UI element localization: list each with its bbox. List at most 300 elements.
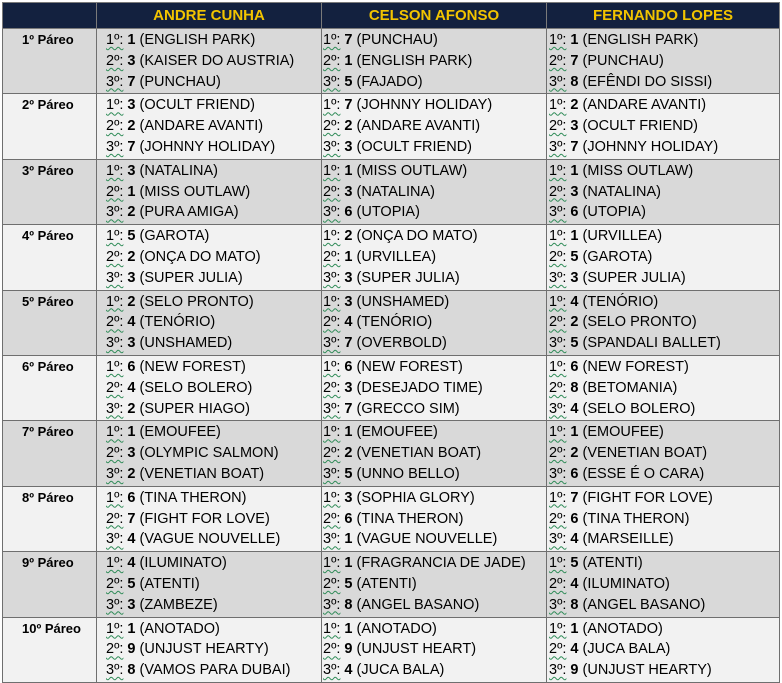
pick-horse-name: (SELO BOLERO) bbox=[139, 379, 253, 396]
pick-horse-name: (TENÓRIO) bbox=[139, 314, 216, 331]
pick-line bbox=[547, 509, 779, 530]
pick-position: 3º: bbox=[323, 662, 341, 679]
pick-position: 1º: bbox=[323, 97, 341, 114]
pick-cell bbox=[547, 159, 780, 224]
pick-line bbox=[97, 333, 321, 354]
pick-horse-name: (JOHNNY HOLIDAY) bbox=[356, 97, 493, 114]
pick-cell bbox=[97, 421, 322, 486]
pick-number: 3 bbox=[127, 162, 136, 179]
pick-horse-name: (ANGEL BASANO) bbox=[356, 596, 480, 613]
pick-horse-name: (EMOUFEE) bbox=[139, 424, 221, 441]
pick-number: 1 bbox=[127, 620, 136, 637]
pick-position: 2º: bbox=[549, 379, 567, 396]
pick-horse-name: (TENÓRIO) bbox=[356, 314, 433, 331]
pick-position: 2º: bbox=[106, 641, 124, 658]
pick-line bbox=[547, 137, 779, 158]
pick-number: 8 bbox=[570, 73, 579, 90]
pick-line bbox=[547, 660, 779, 681]
pick-line bbox=[547, 116, 779, 137]
pick-position: 1º: bbox=[323, 32, 341, 48]
pick-cell bbox=[547, 617, 780, 682]
pareo-label: 8º Páreo bbox=[22, 489, 74, 505]
pick-horse-name: (UNJUST HEARTY) bbox=[139, 641, 269, 658]
pick-horse-name: (ANDARE AVANTI) bbox=[139, 118, 264, 135]
pick-number: 1 bbox=[570, 228, 579, 245]
pick-position: 2º: bbox=[549, 248, 567, 265]
pick-horse-name: (ANDARE AVANTI) bbox=[356, 118, 481, 135]
table-row bbox=[3, 552, 780, 617]
pick-position: 3º: bbox=[549, 204, 567, 221]
pick-line bbox=[97, 399, 321, 420]
pick-number: 7 bbox=[127, 138, 136, 155]
pick-cell bbox=[322, 225, 547, 290]
pick-position: 2º: bbox=[549, 575, 567, 592]
pick-horse-name: (FIGHT FOR LOVE) bbox=[582, 489, 713, 506]
pick-horse-name: (UNJUST HEART) bbox=[356, 641, 477, 658]
pick-horse-name: (FRAGRANCIA DE JADE) bbox=[356, 555, 526, 572]
pick-horse-name: (MARSEILLE) bbox=[582, 531, 674, 548]
pick-horse-name: (VAGUE NOUVELLE) bbox=[356, 531, 498, 548]
pick-number: 2 bbox=[570, 97, 579, 114]
pick-number: 4 bbox=[344, 314, 353, 331]
pick-line bbox=[97, 95, 321, 116]
pick-number: 7 bbox=[570, 138, 579, 155]
pick-number: 3 bbox=[344, 269, 353, 286]
pick-number: 4 bbox=[127, 555, 136, 572]
pick-number: 3 bbox=[127, 335, 136, 352]
pick-number: 4 bbox=[344, 662, 353, 679]
pick-number: 4 bbox=[570, 641, 579, 658]
pick-line bbox=[547, 312, 779, 333]
pareo-label-cell bbox=[3, 225, 97, 290]
pick-position: 3º: bbox=[549, 531, 567, 548]
pick-horse-name: (EMOUFEE) bbox=[582, 424, 664, 441]
pick-horse-name: (PUNCHAU) bbox=[139, 73, 221, 90]
pick-horse-name: (ATENTI) bbox=[582, 555, 643, 572]
pick-number: 6 bbox=[570, 358, 579, 375]
pick-position: 1º: bbox=[549, 555, 567, 572]
pareo-label: 7º Páreo bbox=[22, 424, 74, 440]
pick-horse-name: (MISS OUTLAW) bbox=[356, 162, 468, 179]
pick-line bbox=[547, 619, 779, 640]
pick-horse-name: (ENGLISH PARK) bbox=[582, 32, 699, 48]
pick-position: 2º: bbox=[323, 314, 341, 331]
pick-line bbox=[547, 182, 779, 203]
pareo-label: 3º Páreo bbox=[22, 162, 74, 178]
pareo-label: 1º Páreo bbox=[22, 32, 74, 47]
pick-horse-name: (JOHNNY HOLIDAY) bbox=[139, 138, 276, 155]
pareo-label-cell bbox=[3, 355, 97, 420]
pick-position: 3º: bbox=[323, 138, 341, 155]
pick-horse-name: (PUNCHAU) bbox=[582, 52, 664, 69]
pareo-label: 6º Páreo bbox=[22, 358, 74, 374]
pick-cell bbox=[97, 225, 322, 290]
pick-horse-name: (ZAMBEZE) bbox=[139, 596, 218, 613]
pick-number: 7 bbox=[570, 52, 579, 69]
pick-position: 1º: bbox=[106, 162, 124, 179]
pick-line bbox=[547, 30, 779, 51]
pick-position: 3º: bbox=[323, 269, 341, 286]
pick-number: 7 bbox=[344, 32, 353, 48]
pick-cell bbox=[547, 94, 780, 159]
header-andre-cunha: ANDRE CUNHA bbox=[97, 3, 322, 29]
pick-number: 7 bbox=[344, 400, 353, 417]
pick-horse-name: (SELO BOLERO) bbox=[582, 400, 696, 417]
pick-line bbox=[322, 529, 546, 550]
pick-position: 3º: bbox=[549, 269, 567, 286]
pick-number: 6 bbox=[344, 204, 353, 221]
pareo-label: 4º Páreo bbox=[22, 228, 74, 244]
pick-position: 3º: bbox=[323, 400, 341, 417]
pick-position: 2º: bbox=[106, 510, 124, 527]
pick-horse-name: (TINA THERON) bbox=[356, 510, 464, 527]
pick-position: 2º: bbox=[106, 379, 124, 396]
pick-line bbox=[97, 660, 321, 681]
pick-number: 2 bbox=[127, 465, 136, 482]
pick-number: 4 bbox=[570, 531, 579, 548]
pick-position: 2º: bbox=[323, 641, 341, 658]
pick-line bbox=[97, 72, 321, 93]
pareo-label: 2º Páreo bbox=[22, 97, 74, 113]
pick-line bbox=[322, 116, 546, 137]
pick-cell bbox=[97, 290, 322, 355]
pick-position: 2º: bbox=[106, 314, 124, 331]
pick-line bbox=[97, 509, 321, 530]
pick-position: 3º: bbox=[106, 73, 124, 90]
pick-line bbox=[547, 95, 779, 116]
pick-horse-name: (OCULT FRIEND) bbox=[139, 97, 255, 114]
pick-position: 1º: bbox=[549, 162, 567, 179]
pick-number: 5 bbox=[570, 555, 579, 572]
pareo-label: 9º Páreo bbox=[22, 555, 74, 571]
pick-number: 5 bbox=[344, 465, 353, 482]
pick-horse-name: (OCULT FRIEND) bbox=[356, 138, 472, 155]
pick-number: 1 bbox=[344, 248, 353, 265]
picks-table-container bbox=[2, 2, 780, 683]
pick-line bbox=[322, 574, 546, 595]
pareo-label-cell bbox=[3, 290, 97, 355]
pick-cell bbox=[97, 355, 322, 420]
pick-line bbox=[547, 161, 779, 182]
pareo-label-cell bbox=[3, 486, 97, 551]
pick-number: 8 bbox=[570, 379, 579, 396]
pareo-label-cell bbox=[3, 159, 97, 224]
pick-horse-name: (NEW FOREST) bbox=[356, 358, 463, 375]
pick-position: 3º: bbox=[323, 596, 341, 613]
pick-line bbox=[97, 357, 321, 378]
pareo-label: 5º Páreo bbox=[22, 293, 74, 309]
pick-cell bbox=[322, 29, 547, 94]
pick-number: 2 bbox=[127, 293, 136, 310]
pick-line bbox=[97, 553, 321, 574]
pick-line bbox=[322, 51, 546, 72]
pick-cell bbox=[547, 355, 780, 420]
pick-position: 3º: bbox=[549, 465, 567, 482]
pick-horse-name: (ANOTADO) bbox=[582, 620, 663, 637]
pick-line bbox=[97, 595, 321, 616]
pick-horse-name: (GRECCO SIM) bbox=[356, 400, 460, 417]
pick-horse-name: (JOHNNY HOLIDAY) bbox=[582, 138, 719, 155]
pick-line bbox=[97, 51, 321, 72]
pick-number: 1 bbox=[127, 183, 136, 200]
pick-horse-name: (ONÇA DO MATO) bbox=[356, 228, 478, 245]
pick-position: 2º: bbox=[323, 510, 341, 527]
pick-number: 4 bbox=[570, 400, 579, 417]
pick-line bbox=[547, 268, 779, 289]
pick-number: 4 bbox=[127, 379, 136, 396]
table-row bbox=[3, 159, 780, 224]
pick-position: 3º: bbox=[106, 138, 124, 155]
pareo-label: 10º Páreo bbox=[22, 620, 81, 636]
table-row bbox=[3, 290, 780, 355]
pick-number: 2 bbox=[344, 118, 353, 135]
pick-line bbox=[97, 30, 321, 51]
pick-position: 2º: bbox=[323, 445, 341, 462]
pick-number: 9 bbox=[344, 641, 353, 658]
pick-position: 2º: bbox=[549, 118, 567, 135]
pick-horse-name: (UTOPIA) bbox=[356, 204, 420, 221]
pick-horse-name: (FAJADO) bbox=[356, 73, 423, 90]
pick-cell bbox=[322, 290, 547, 355]
pick-number: 1 bbox=[344, 531, 353, 548]
pick-number: 1 bbox=[127, 424, 136, 441]
pick-number: 1 bbox=[570, 162, 579, 179]
pick-horse-name: (ANDARE AVANTI) bbox=[582, 97, 707, 114]
pick-cell bbox=[322, 421, 547, 486]
pick-horse-name: (URVILLEA) bbox=[356, 248, 437, 265]
pick-number: 5 bbox=[570, 335, 579, 352]
pick-line bbox=[97, 312, 321, 333]
header-fernando-lopes: FERNANDO LOPES bbox=[547, 3, 780, 29]
pick-line bbox=[97, 182, 321, 203]
pick-number: 8 bbox=[127, 662, 136, 679]
pick-line bbox=[322, 378, 546, 399]
pick-position: 1º: bbox=[106, 489, 124, 506]
pareo-label-cell bbox=[3, 421, 97, 486]
pick-position: 2º: bbox=[323, 183, 341, 200]
pick-position: 1º: bbox=[323, 293, 341, 310]
pick-cell bbox=[547, 290, 780, 355]
pick-position: 1º: bbox=[106, 358, 124, 375]
pick-number: 2 bbox=[344, 228, 353, 245]
pick-position: 2º: bbox=[106, 445, 124, 462]
pick-position: 3º: bbox=[549, 335, 567, 352]
pick-line bbox=[97, 202, 321, 223]
table-row bbox=[3, 225, 780, 290]
picks-table bbox=[2, 2, 780, 683]
pick-line bbox=[547, 378, 779, 399]
pick-number: 5 bbox=[570, 248, 579, 265]
pick-cell bbox=[322, 355, 547, 420]
pick-number: 5 bbox=[127, 575, 136, 592]
pick-number: 1 bbox=[344, 555, 353, 572]
pick-horse-name: (BETOMANIA) bbox=[582, 379, 678, 396]
pick-number: 9 bbox=[127, 641, 136, 658]
pick-horse-name: (SELO PRONTO) bbox=[139, 293, 254, 310]
pick-horse-name: (VENETIAN BOAT) bbox=[139, 465, 265, 482]
pick-number: 5 bbox=[344, 73, 353, 90]
pick-horse-name: (ANGEL BASANO) bbox=[582, 596, 706, 613]
pick-number: 4 bbox=[127, 314, 136, 331]
pick-cell bbox=[547, 29, 780, 94]
pick-cell bbox=[322, 486, 547, 551]
pick-position: 1º: bbox=[549, 358, 567, 375]
pick-position: 3º: bbox=[549, 73, 567, 90]
pick-position: 1º: bbox=[549, 32, 567, 48]
pick-position: 1º: bbox=[323, 555, 341, 572]
pick-number: 3 bbox=[344, 138, 353, 155]
pick-horse-name: (UNJUST HEARTY) bbox=[582, 662, 712, 679]
pick-line bbox=[322, 247, 546, 268]
pick-line bbox=[322, 660, 546, 681]
pick-horse-name: (SUPER JULIA) bbox=[582, 269, 686, 286]
pick-position: 3º: bbox=[106, 269, 124, 286]
pick-cell bbox=[547, 225, 780, 290]
pick-position: 2º: bbox=[549, 52, 567, 69]
pick-line bbox=[97, 226, 321, 247]
pick-horse-name: (OVERBOLD) bbox=[356, 335, 447, 352]
pick-line bbox=[97, 443, 321, 464]
pick-number: 3 bbox=[570, 269, 579, 286]
pick-line bbox=[322, 226, 546, 247]
pick-number: 5 bbox=[344, 575, 353, 592]
pick-position: 3º: bbox=[323, 465, 341, 482]
pick-position: 2º: bbox=[549, 183, 567, 200]
pick-number: 6 bbox=[570, 510, 579, 527]
pick-line bbox=[97, 639, 321, 660]
pick-line bbox=[97, 247, 321, 268]
pick-line bbox=[547, 443, 779, 464]
pick-position: 1º: bbox=[323, 489, 341, 506]
pick-horse-name: (EFÊNDI DO SISSI) bbox=[582, 73, 713, 90]
pick-number: 1 bbox=[344, 424, 353, 441]
pick-line bbox=[547, 422, 779, 443]
pick-line bbox=[97, 292, 321, 313]
pick-horse-name: (UTOPIA) bbox=[582, 204, 646, 221]
pick-position: 2º: bbox=[323, 575, 341, 592]
pick-horse-name: (ONÇA DO MATO) bbox=[139, 248, 261, 265]
pick-line bbox=[322, 182, 546, 203]
pick-number: 4 bbox=[127, 531, 136, 548]
pick-cell bbox=[97, 617, 322, 682]
pick-line bbox=[97, 488, 321, 509]
pick-line bbox=[322, 595, 546, 616]
pick-horse-name: (SOPHIA GLORY) bbox=[356, 489, 475, 506]
pick-horse-name: (UNSHAMED) bbox=[356, 293, 450, 310]
pick-position: 3º: bbox=[549, 400, 567, 417]
pick-line bbox=[547, 226, 779, 247]
pick-position: 1º: bbox=[106, 555, 124, 572]
pick-number: 1 bbox=[570, 32, 579, 48]
pick-horse-name: (KAISER DO AUSTRIA) bbox=[139, 52, 295, 69]
pick-horse-name: (SPANDALI BALLET) bbox=[582, 335, 721, 352]
pick-cell bbox=[547, 486, 780, 551]
pick-line bbox=[322, 639, 546, 660]
pick-line bbox=[547, 202, 779, 223]
pick-line bbox=[547, 333, 779, 354]
pick-position: 3º: bbox=[323, 335, 341, 352]
pick-horse-name: (NEW FOREST) bbox=[139, 358, 246, 375]
pick-line bbox=[547, 399, 779, 420]
pick-number: 3 bbox=[127, 269, 136, 286]
pick-line bbox=[547, 247, 779, 268]
pick-line bbox=[547, 529, 779, 550]
pick-line bbox=[547, 357, 779, 378]
pick-number: 1 bbox=[127, 32, 136, 48]
pick-cell bbox=[322, 552, 547, 617]
pick-number: 1 bbox=[570, 620, 579, 637]
pick-line bbox=[322, 422, 546, 443]
pick-position: 1º: bbox=[106, 293, 124, 310]
pick-line bbox=[322, 137, 546, 158]
pick-cell bbox=[547, 421, 780, 486]
pick-position: 2º: bbox=[323, 52, 341, 69]
pick-number: 1 bbox=[344, 52, 353, 69]
pick-number: 2 bbox=[127, 248, 136, 265]
pick-line bbox=[97, 116, 321, 137]
pareo-label-cell bbox=[3, 94, 97, 159]
pick-number: 4 bbox=[570, 293, 579, 310]
pick-horse-name: (SELO PRONTO) bbox=[582, 314, 697, 331]
pick-cell bbox=[322, 617, 547, 682]
picks-table-body bbox=[3, 29, 780, 683]
pick-line bbox=[97, 619, 321, 640]
pick-horse-name: (DESEJADO TIME) bbox=[356, 379, 483, 396]
pick-number: 6 bbox=[344, 510, 353, 527]
pick-number: 2 bbox=[570, 445, 579, 462]
pick-number: 3 bbox=[127, 445, 136, 462]
table-row bbox=[3, 94, 780, 159]
table-row bbox=[3, 486, 780, 551]
pick-number: 3 bbox=[127, 97, 136, 114]
pick-horse-name: (JUCA BALA) bbox=[356, 662, 445, 679]
pick-position: 1º: bbox=[106, 620, 124, 637]
pick-horse-name: (PURA AMIGA) bbox=[139, 204, 239, 221]
pick-cell bbox=[97, 94, 322, 159]
pick-position: 1º: bbox=[549, 97, 567, 114]
pick-number: 7 bbox=[570, 489, 579, 506]
pick-horse-name: (TINA THERON) bbox=[582, 510, 690, 527]
pick-line bbox=[322, 30, 546, 51]
pick-horse-name: (NATALINA) bbox=[356, 183, 435, 200]
pick-position: 2º: bbox=[549, 445, 567, 462]
pick-number: 1 bbox=[344, 620, 353, 637]
pick-position: 2º: bbox=[323, 248, 341, 265]
pick-position: 3º: bbox=[106, 662, 124, 679]
pick-horse-name: (TENÓRIO) bbox=[582, 293, 659, 310]
pick-horse-name: (ILUMINATO) bbox=[582, 575, 670, 592]
pick-horse-name: (OLYMPIC SALMON) bbox=[139, 445, 279, 462]
pick-line bbox=[322, 464, 546, 485]
header-corner bbox=[3, 3, 97, 29]
pick-horse-name: (PUNCHAU) bbox=[356, 32, 438, 48]
pick-horse-name: (UNNO BELLO) bbox=[356, 465, 460, 482]
pick-horse-name: (TINA THERON) bbox=[139, 489, 247, 506]
pick-horse-name: (FIGHT FOR LOVE) bbox=[139, 510, 270, 527]
pick-horse-name: (NATALINA) bbox=[139, 162, 218, 179]
pick-horse-name: (ESSE É O CARA) bbox=[582, 465, 705, 482]
pick-line bbox=[322, 95, 546, 116]
pick-number: 9 bbox=[570, 662, 579, 679]
pick-position: 1º: bbox=[323, 358, 341, 375]
pick-number: 3 bbox=[344, 489, 353, 506]
pick-horse-name: (MISS OUTLAW) bbox=[139, 183, 251, 200]
pick-line bbox=[322, 161, 546, 182]
pick-line bbox=[547, 464, 779, 485]
pick-cell bbox=[322, 159, 547, 224]
pick-horse-name: (ATENTI) bbox=[139, 575, 200, 592]
pick-cell bbox=[322, 94, 547, 159]
